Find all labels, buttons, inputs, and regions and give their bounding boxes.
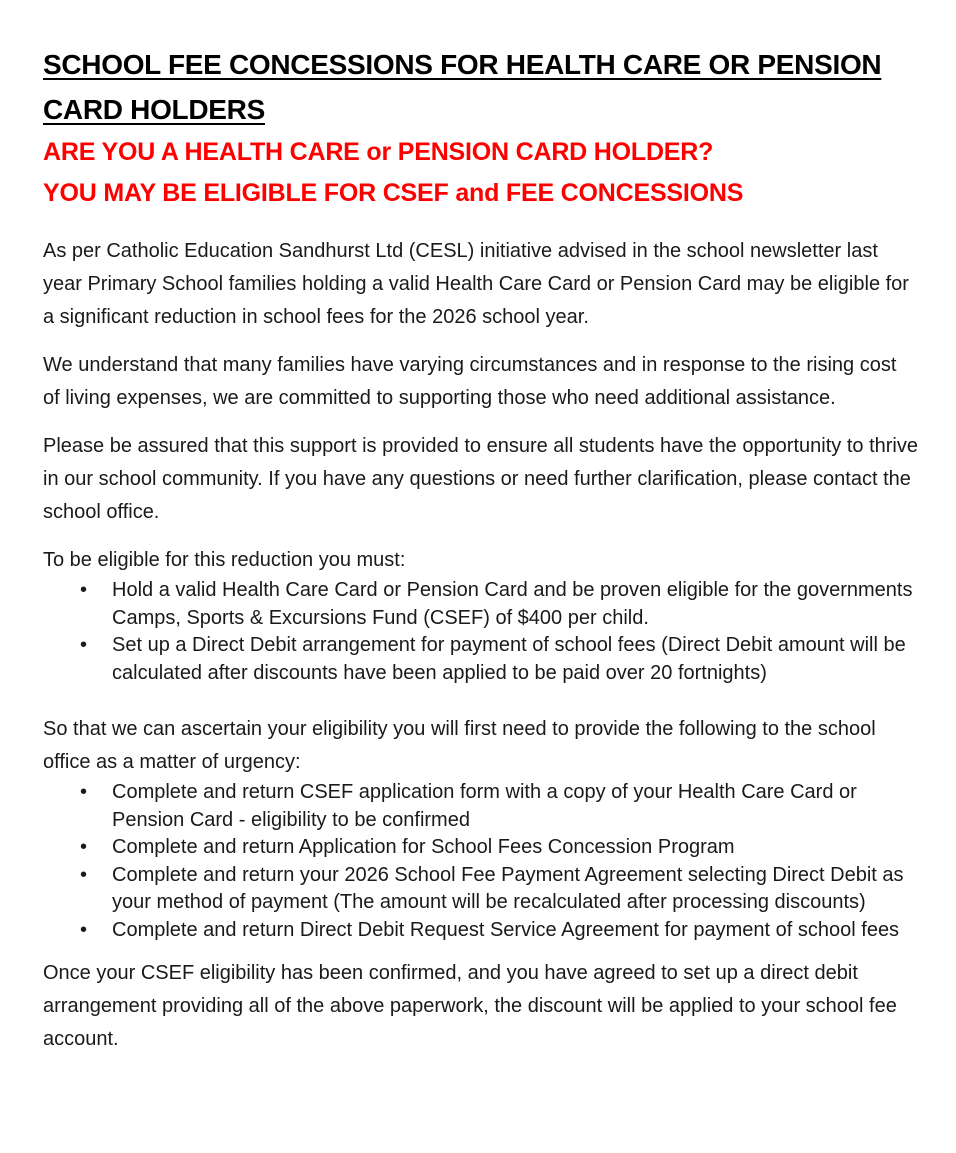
bullet-icon: •	[80, 781, 88, 803]
title-line-1: SCHOOL FEE CONCESSIONS FOR HEALTH CARE OR PENSION	[43, 49, 882, 80]
list-item	[43, 779, 918, 834]
list-item	[43, 632, 918, 687]
paragraph-eligible-lead: To be eligible for this reduction you must:	[43, 549, 406, 571]
list-item-text: Complete and return Application for School Fees Concession Program	[112, 836, 735, 858]
list-item-text: Complete and return your 2026 School Fee Payment Agreement selecting Direct Debit as your method of payment (The amount will be recalculated after processing discounts)	[112, 863, 904, 913]
document-title	[43, 42, 918, 132]
document-page	[43, 42, 918, 1056]
list-item	[43, 917, 918, 945]
subheading-card-holder: ARE YOU A HEALTH CARE or PENSION CARD HOLDER?	[43, 138, 714, 166]
paragraph-closing: Once your CSEF eligibility has been confirmed, and you have agreed to set up a direct debit arrangement providing all of the above paperwork, the discount will be applied to your school fee account.	[43, 962, 897, 1050]
list-item	[43, 577, 918, 632]
paragraph-understand: We understand that many families have varying circumstances and in response to the rising cost of living expenses, we are committed to supporting those who need additional assistance.	[43, 354, 897, 409]
list-item-text: Hold a valid Health Care Card or Pension Card and be proven eligible for the governments Camps, Sports & Excursions Fund (CSEF) of $400 per child.	[112, 579, 913, 629]
bullet-icon: •	[80, 579, 88, 601]
title-line-2: CARD HOLDERS	[43, 94, 265, 125]
bullet-icon: •	[80, 863, 88, 886]
eligibility-list	[43, 577, 918, 687]
paragraph-ascertain-lead: So that we can ascertain your eligibility you will first need to provide the following to the school office as a matter of urgency:	[43, 718, 876, 773]
bullet-icon: •	[80, 634, 88, 656]
list-item	[43, 862, 918, 917]
list-item-text: Complete and return CSEF application form with a copy of your Health Care Card or Pension Card - eligibility to be confirmed	[112, 781, 857, 831]
bullet-icon: •	[80, 836, 88, 858]
list-item	[43, 834, 918, 862]
list-item-text: Set up a Direct Debit arrangement for payment of school fees (Direct Debit amount will be calculated after discounts have been applied to be paid over 20 fortnights)	[112, 634, 906, 684]
paragraph-intro: As per Catholic Education Sandhurst Ltd (CESL) initiative advised in the school newsletter last year Primary School families holding a valid Health Care Card or Pension Card may be eligible for a significant reduction in school fees for the 2026 school year.	[43, 240, 909, 328]
list-item-text: Complete and return Direct Debit Request Service Agreement for payment of school fees	[112, 918, 900, 941]
paperwork-list	[43, 779, 918, 944]
paragraph-assured: Please be assured that this support is provided to ensure all students have the opportunity to thrive in our school community. If you have any questions or need further clarification, please contact the school office.	[43, 435, 918, 523]
bullet-icon: •	[80, 918, 88, 941]
subheading-eligibility: YOU MAY BE ELIGIBLE FOR CSEF and FEE CONCESSIONS	[43, 179, 744, 207]
